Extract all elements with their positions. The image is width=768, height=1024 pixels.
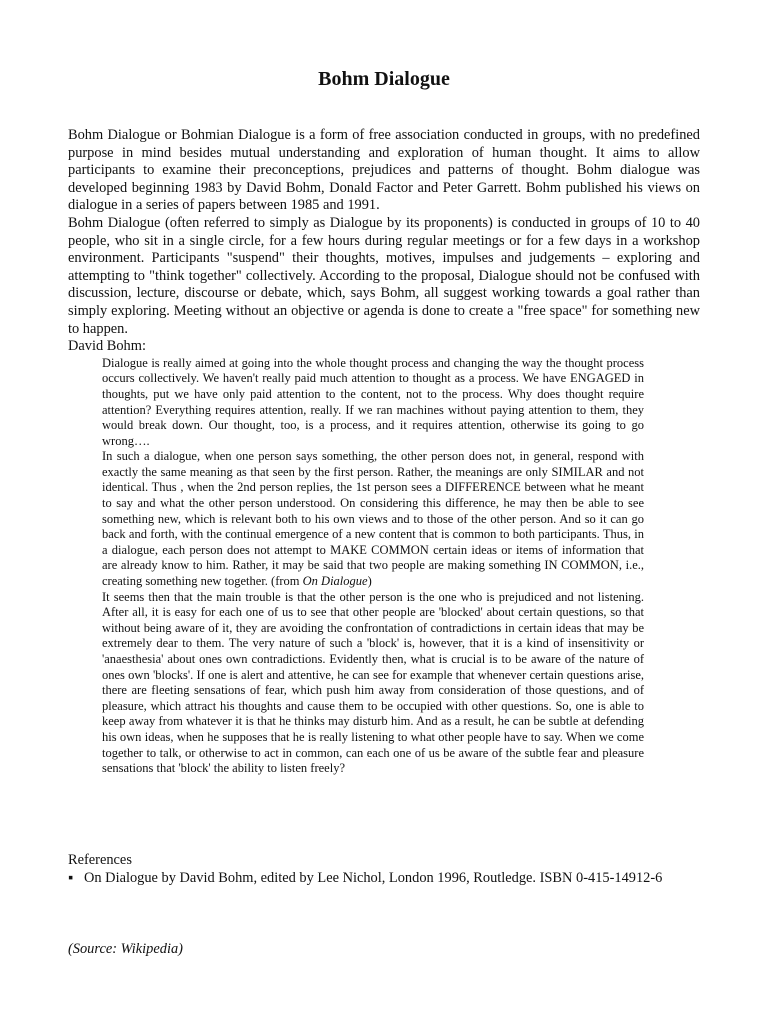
reference-text: On Dialogue by David Bohm, edited by Lee Nichol, London 1996, Routledge. ISBN 0-415-14912-6 bbox=[84, 870, 663, 886]
source-note: (Source: Wikipedia) bbox=[68, 941, 183, 957]
quote-paragraph-text: In such a dialogue, when one person says something, the other person does not, in general, respond with exactly the same meaning as that seen by the first person. Rather, the meanings are only SIMILAR and not identical. Thus , when the 2nd person replies, the 1st person sees a DIFFERENCE between what he meant to say and what the other person understood. On considering this difference, he may then be able to see something new, which is relevant both to his own views and to those of the other person. And so it can go back and forth, with the continual emergence of a new content that is common to both participants. Thus, in a dialogue, each person does not attempt to MAKE COMMON certain ideas or items of information that are already know to him. Rather, it may be said that two people are making something IN COMMON, i.e., creating something new together. (from bbox=[102, 449, 644, 589]
references-list bbox=[68, 869, 728, 887]
intro-paragraph: Bohm Dialogue (often referred to simply as Dialogue by its proponents) is conducted in groups of 10 to 40 people, who sit in a single circle, for a few hours during regular meetings or for a few days in a workshop environment. Participants "suspend" their thoughts, motives, impulses and judgements – exploring and attempting to "think together" collectively. According to the proposal, Dialogue should not be confused with discussion, lecture, discourse or debate, which, says Bohm, all suggest working towards a goal rather than simply exploring. Meeting without an objective or agenda is done to create a "free space" for something new to happen. bbox=[68, 214, 700, 337]
quote-paragraph bbox=[102, 449, 644, 589]
references-heading: References bbox=[68, 852, 132, 868]
page-title: Bohm Dialogue bbox=[318, 68, 450, 90]
article-body bbox=[68, 127, 700, 777]
citation-close: ) bbox=[367, 574, 372, 589]
bullet-icon: ▪ bbox=[68, 870, 74, 886]
quote-paragraph: It seems then that the main trouble is that the other person is the one who is prejudiced and not listening. After all, it is easy for each one of us to see that other people are 'blocked' about certain questions, so that without being aware of it, they are avoiding the confrontation of contradictions in certain ideas that may be extremely dear to them. The very nature of such a 'block' is, however, that it is a kind of insensitivity or 'anaesthesia' about ones own contradictions. Evidently then, what is crucial is to be aware of the nature of ones own 'blocks'. If one is alert and attentive, he can see for example that whenever certain questions arise, there are fleeting sensations of fear, which push him away from consideration of those questions, and of pleasure, which attract his thoughts and cause them to be occupied with other questions. So, one is able to keep away from whatever it is that he thinks may disturb him. And as a result, he can be subtle at defending his own ideas, when he supposes that he is really listening to what other people have to say. When we come together to talk, or otherwise to act in common, can each one of us be aware of the subtle fear and pleasure sensations that 'block' the ability to listen freely? bbox=[102, 589, 644, 776]
block-quote bbox=[68, 356, 700, 777]
quote-attribution: David Bohm: bbox=[68, 338, 146, 355]
intro-paragraph: Bohm Dialogue or Bohmian Dialogue is a form of free association conducted in groups, with no predefined purpose in mind besides mutual understanding and exploration of human thought. It aims to allow participants to examine their preconceptions, prejudices and patterns of thought. Bohm dialogue was developed beginning 1983 by David Bohm, Donald Factor and Peter Garrett. Bohm published his views on dialogue in a series of papers between 1985 and 1991. bbox=[68, 127, 700, 214]
references-section bbox=[68, 851, 728, 887]
quote-paragraph: Dialogue is really aimed at going into the whole thought process and changing the way the thought process occurs collectively. We haven't really paid much attention to thought as a process. We have ENGAGED in thoughts, put we have only paid attention to the content, not to the process. Why does thought require attention? Everything requires attention, really. If we ran machines without paying attention to them, they would break down. Our thought, too, is a process, and it requires attention, otherwise its going to go wrong…. bbox=[102, 355, 644, 448]
citation-title: On Dialogue bbox=[302, 574, 368, 589]
reference-item bbox=[68, 869, 728, 887]
